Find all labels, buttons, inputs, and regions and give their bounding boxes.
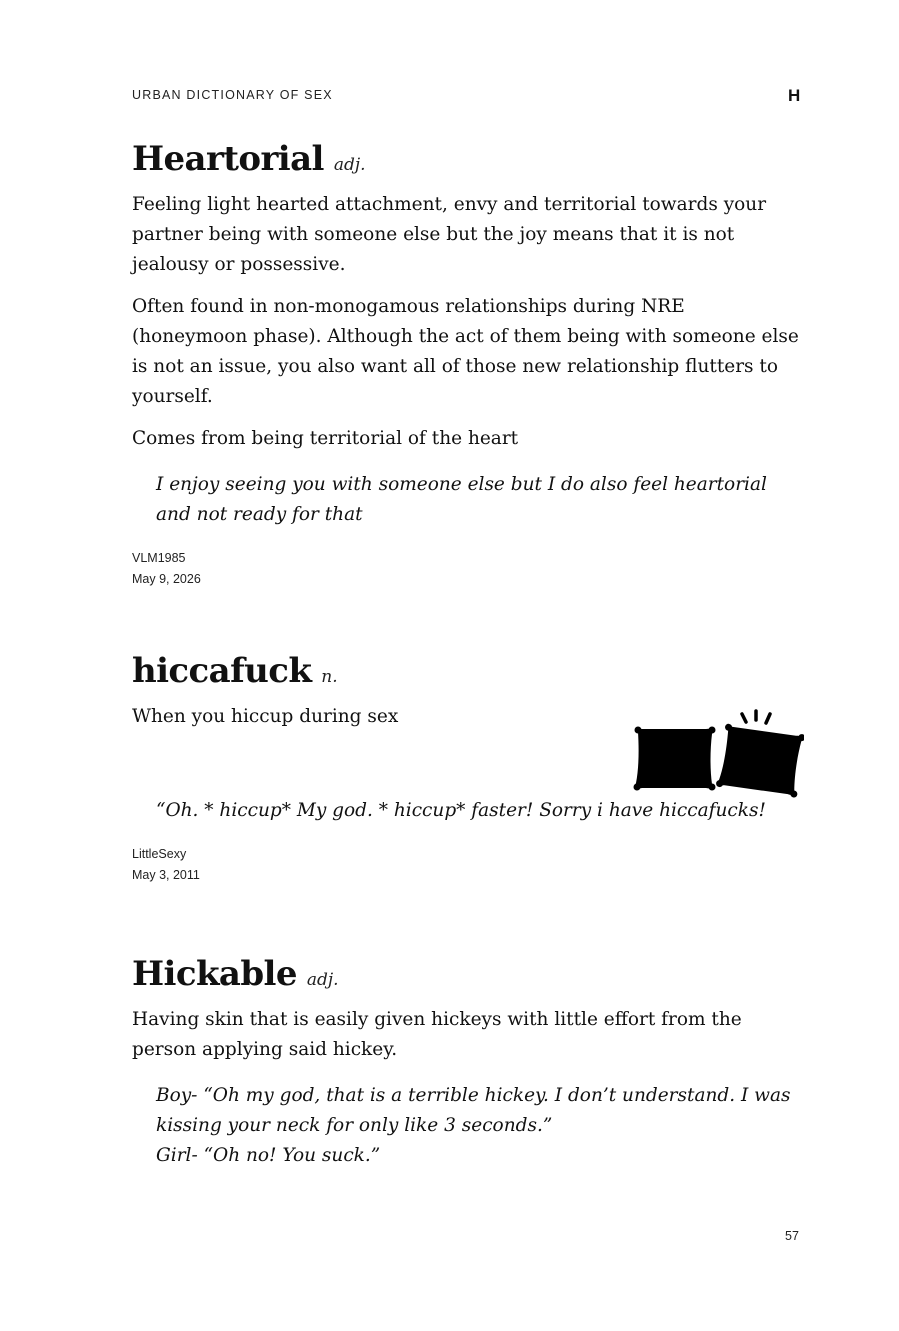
headword-line bbox=[132, 651, 804, 691]
example-dialogue bbox=[156, 1081, 804, 1171]
headword-line bbox=[132, 139, 804, 179]
headword-line bbox=[132, 954, 804, 994]
left-pillow-icon bbox=[634, 727, 716, 791]
date: May 9, 2026 bbox=[132, 572, 201, 586]
part-of-speech: n. bbox=[321, 667, 338, 687]
part-of-speech: adj. bbox=[306, 970, 339, 990]
definition: Having skin that is easily given hickeys with little effort from the person applying said hickey. bbox=[132, 1009, 742, 1060]
part-of-speech: adj. bbox=[333, 155, 366, 175]
right-pillow-icon bbox=[716, 723, 804, 798]
definition: Comes from being territorial of the heart bbox=[132, 428, 519, 449]
date: May 3, 2011 bbox=[132, 868, 200, 882]
credit bbox=[132, 844, 804, 886]
page-number: 57 bbox=[785, 1229, 799, 1243]
headword: Heartorial bbox=[132, 139, 324, 179]
entry-heartorial bbox=[132, 139, 804, 590]
definition: Often found in non-monogamous relationships during NRE (honeymoon phase). Although the act of them being with someone else is not an issue, you also want all of those new relationship flutters to yourself. bbox=[132, 296, 799, 407]
motion-lines-icon bbox=[742, 711, 770, 723]
definition: Feeling light hearted attachment, envy and territorial towards your partner being with someone else but the joy means that it is not jealousy or possessive. bbox=[132, 194, 767, 275]
author: VLM1985 bbox=[132, 551, 186, 565]
example-line: Girl- “Oh no! You suck.” bbox=[156, 1145, 381, 1166]
definition: When you hiccup during sex bbox=[132, 706, 399, 727]
section-letter: H bbox=[788, 86, 801, 105]
credit bbox=[132, 548, 804, 590]
headword: Hickable bbox=[132, 954, 297, 994]
author: LittleSexy bbox=[132, 847, 187, 861]
example-quote: I enjoy seeing you with someone else but I do also feel heartorial and not ready for that bbox=[156, 474, 767, 525]
entry-hickable bbox=[132, 954, 804, 1171]
pillows-icon bbox=[632, 708, 804, 800]
running-head: URBAN DICTIONARY OF SEX bbox=[132, 88, 333, 102]
example-line: Boy- “Oh my god, that is a terrible hickey. I don’t understand. I was kissing your neck for only like 3 seconds.” bbox=[156, 1085, 791, 1136]
example-quote: “Oh. * hiccup* My god. * hiccup* faster! Sorry i have hiccafucks! bbox=[156, 800, 766, 821]
headword: hiccafuck bbox=[132, 651, 312, 691]
